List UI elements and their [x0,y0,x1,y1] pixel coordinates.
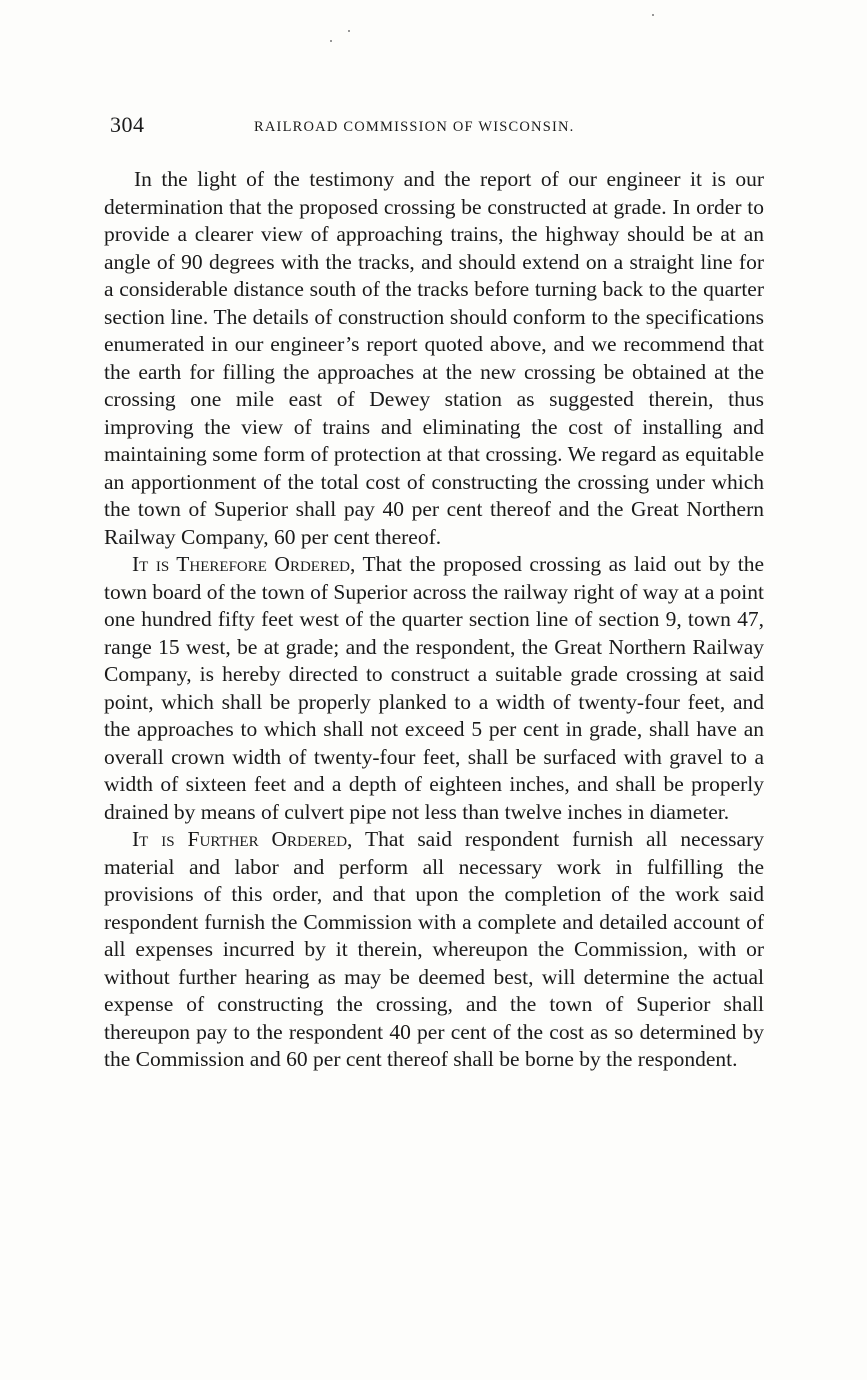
order-lead-in: It is Therefore Ordered, [132,552,356,576]
paragraph-text: In the light of the testimony and the report of our engineer it is our determination that the proposed crossing be constructed at grade. In order to provide a clearer view of approaching trains, the highway should be at an angle of 90 degrees with the tracks, and should extend on a straight line for a considerable distance south of the tracks before turning back to the quarter section line. The details of construction should conform to the specifications enumerated in our engineer’s report quoted above, and we recommend that the earth for filling the approaches at the new crossing be obtained at the crossing one mile east of Dewey station as suggested therein, thus improving the view of trains and eliminating the cost of installing and maintaining some form of protection at that crossing. We regard as equitable an apportionment of the total cost of constructing the crossing under which the town of Superior shall pay 40 per cent thereof and the Great Northern Railway Company, 60 per cent thereof. [104,167,764,549]
body-text [104,166,764,1074]
paragraph-text: That said respondent furnish all necessary material and labor and perform all necessary work in fulfilling the provisions of this order, and that upon the completion of the work said respondent furnish the Commission with a complete and detailed account of all expenses incurred by it therein, whereupon the Commission, with or without further hearing as may be deemed best, will determine the actual expense of constructing the crossing, and the town of Superior shall thereupon pay to the respondent 40 per cent of the cost as so determined by the Commission and 60 per cent thereof shall be borne by the respondent. [104,827,764,1071]
page-header [110,112,770,142]
running-head: RAILROAD COMMISSION OF WISCONSIN. [254,119,575,135]
order-lead-in: It is Further Ordered, [132,827,353,851]
paper-speck [348,30,350,32]
page-number: 304 [110,112,145,137]
paper-speck [652,14,654,16]
paragraph-determination [104,166,764,551]
paper-speck [330,40,332,42]
paragraph-therefore-ordered [104,551,764,826]
paragraph-further-ordered [104,826,764,1074]
paragraph-text: That the proposed crossing as laid out by the town board of the town of Superior across the railway right of way at a point one hundred fifty feet west of the quarter section line of section 9, town 47, range 15 west, be at grade; and the respondent, the Great Northern Railway Company, is hereby directed to construct a suitable grade crossing at said point, which shall be properly planked to a width of twenty-four feet, and the approaches to which shall not exceed 5 per cent in grade, shall have an overall crown width of twenty-four feet, shall be surfaced with gravel to a width of sixteen feet and a depth of eighteen inches, and shall be properly drained by means of culvert pipe not less than twelve inches in diameter. [104,552,764,824]
